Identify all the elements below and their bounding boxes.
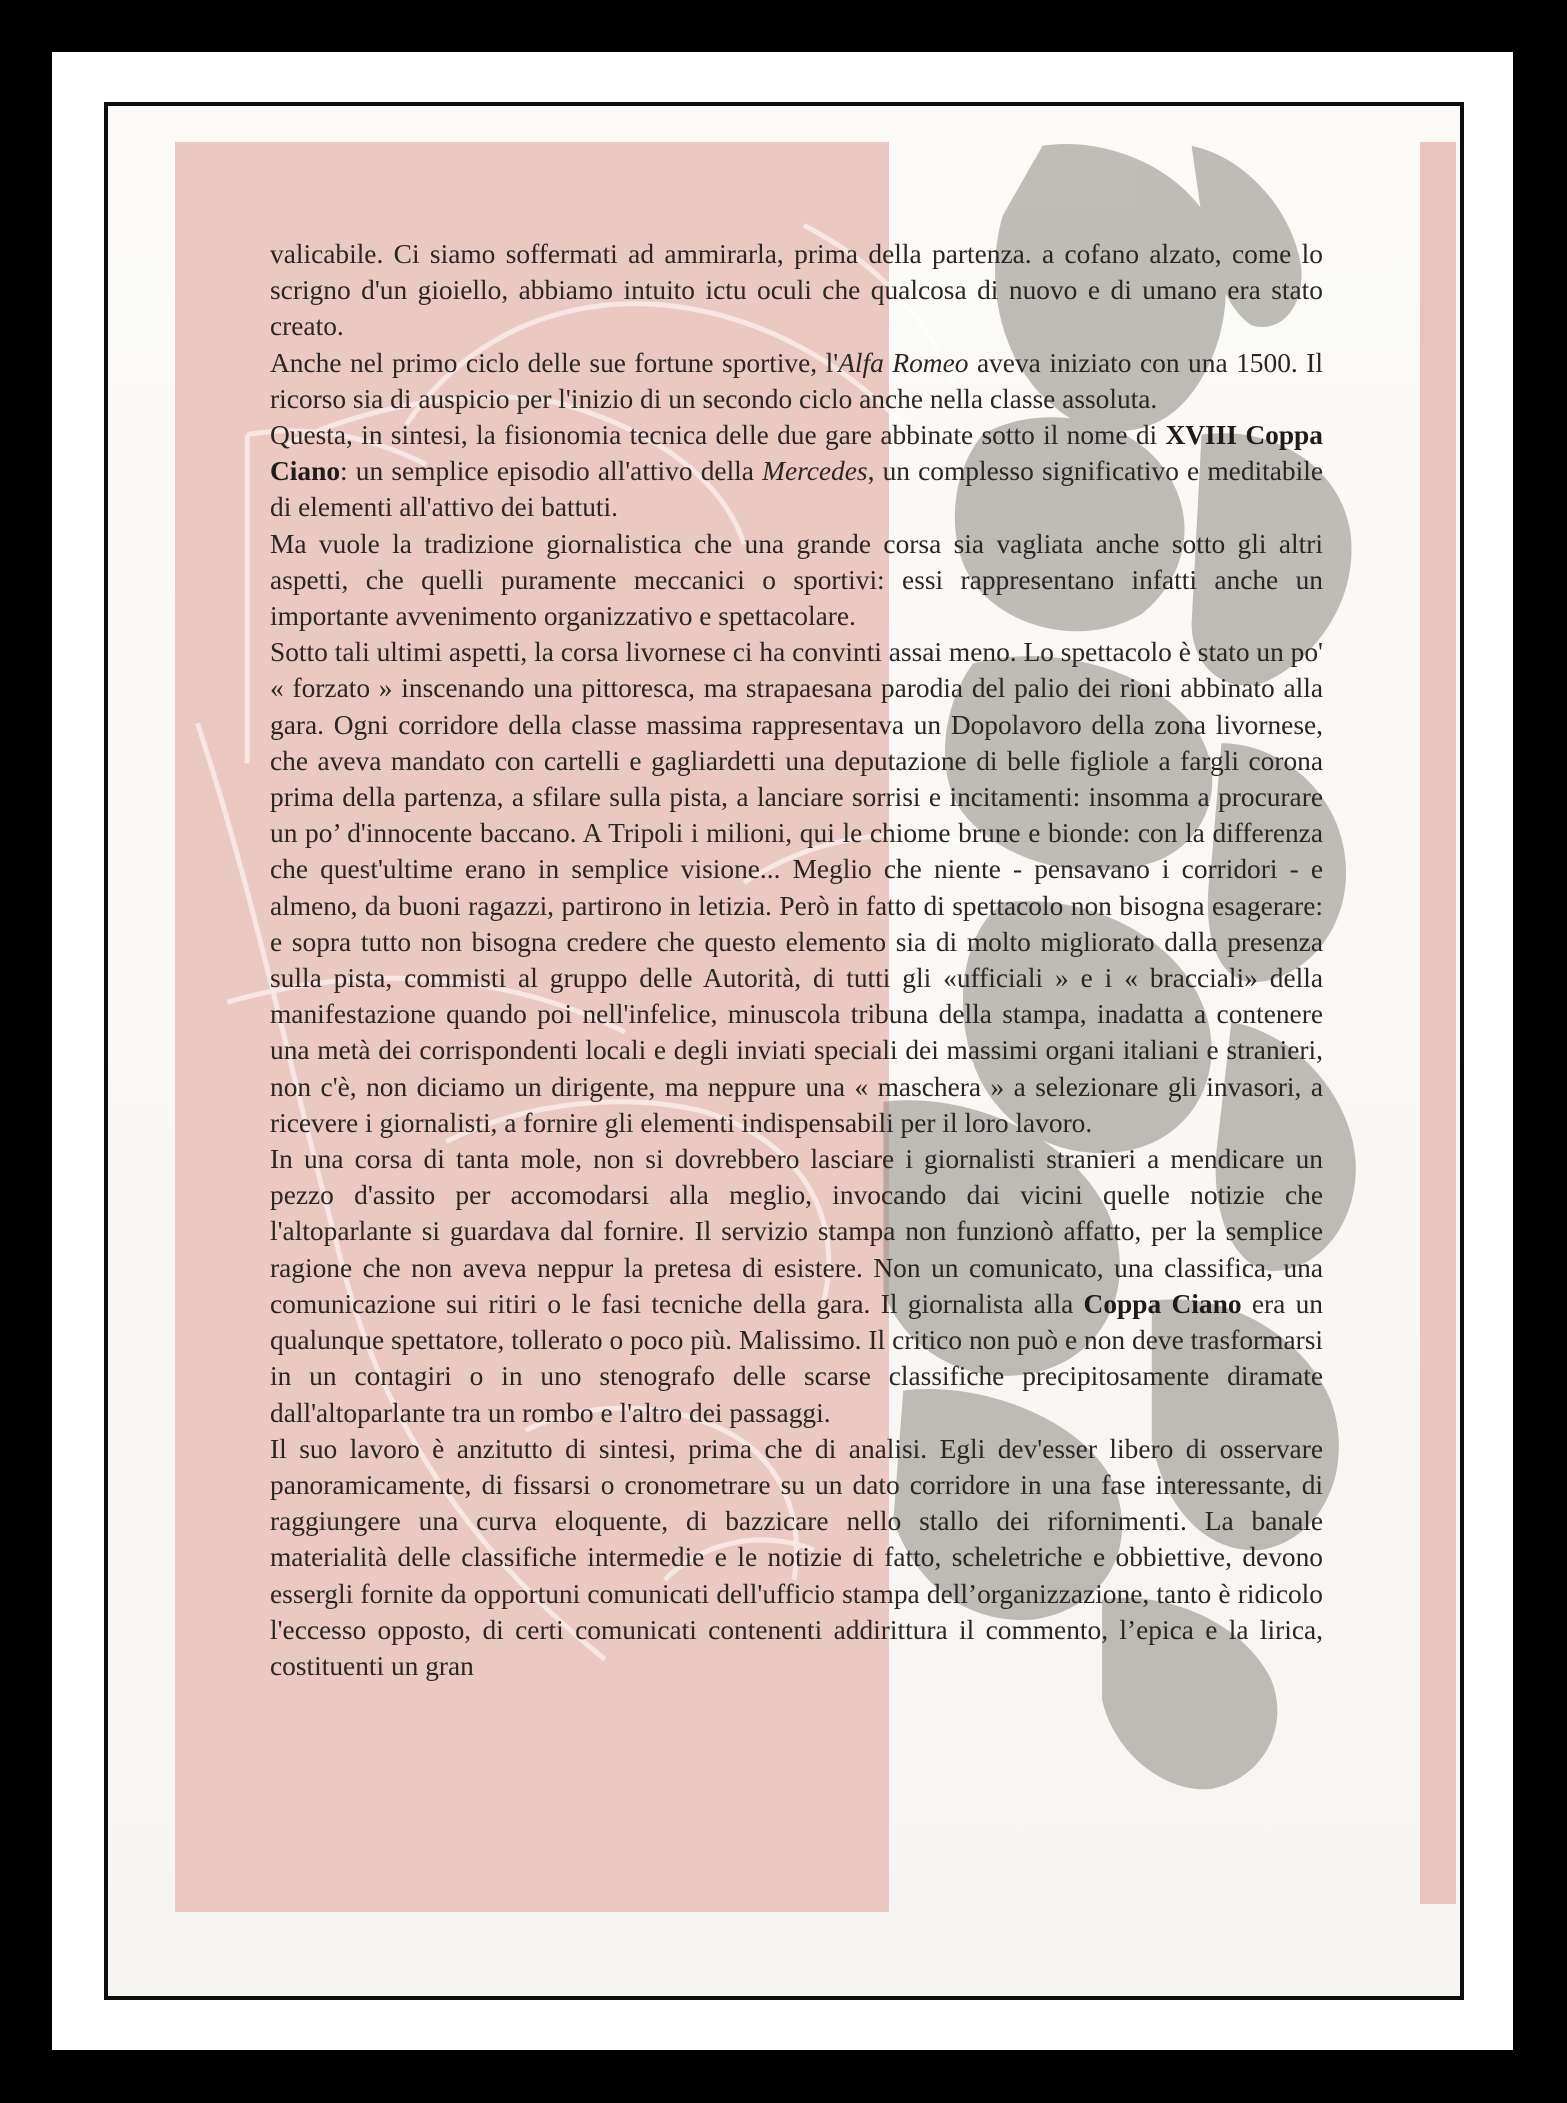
event-name-coppa-ciano: XVIII Coppa Ciano: [270, 420, 1323, 487]
text-run: valicabile. Ci siamo soffermati ad ammirarla, prima della partenza. a cofano alzato, come lo scrigno d'un gioiello, abbiamo intuito ictu oculi che qualcosa di nuovo e di umano era stato creato.: [270, 239, 1323, 342]
paragraph: [270, 1431, 1323, 1684]
text-run: Questa, in sintesi, la fisionomia tecnica delle due gare abbinate sotto il nome di: [270, 420, 1166, 451]
paragraph: [270, 1141, 1323, 1431]
brand-name-alfa-romeo: Alfa Romeo: [838, 347, 969, 378]
photo-mat: [52, 52, 1513, 2050]
text-run: Sotto tali ultimi aspetti, la corsa livornese ci ha convinti assai meno. Lo spettacolo è stato un po' « forzato » inscenando una pittoresca, ma strapaesana parodia del palio dei rioni abbinato alla gara. Ogni corridore della classe massima rappresentava un Dopolavoro della zona livornese, che aveva mandato con cartelli e gagliardetti una deputazione di belle figliole a fargli corona prima della partenza, a sfilare sulla pista, a lanciare sorrisi e incitamenti: insomma a procurare un po’ d'innocente baccano. A Tripoli i milioni, qui le chiome brune e bionde: con la differenza che quest'ultime erano in semplice visione... Meglio che niente - pensavano i corridori - e almeno, da buoni ragazzi, partirono in letizia. Però in fatto di spettacolo non bisogna esagerare: e sopra tutto non bisogna credere che questo elemento sia di molto migliorato dalla presenza sulla pista, commisti al gruppo delle Autorità, di tutti gli «ufficiali » e i « bracciali» della manifestazione quando poi nell'infelice, minuscola tribuna della stampa, inadatta a contenere una metà dei corrispondenti locali e degli inviati speciali dei massimi organi italiani e stranieri, non c'è, non diciamo un dirigente, ma neppure una « maschera » a selezionare gli invasori, a ricevere i giornalisti, a fornire gli elementi indispensabili per il loro lavoro.: [270, 637, 1323, 1138]
paragraph: [270, 634, 1323, 1141]
text-run: In una corsa di tanta mole, non si dovrebbero lasciare i giornalisti stranieri a mendicare un pezzo d'assito per accomodarsi alla meglio, invocando dai vicini quelle notizie che l'altoparlante si guardava dal fornire. Il servizio stampa non funzionò affatto, per la semplice ragione che non aveva neppur la pretesa di esistere. Non un comunicato, una classifica, una comunicazione sui ritiri o le fasi tecniche della gara. Il giornalista alla: [270, 1144, 1323, 1319]
event-name-coppa-ciano: Coppa Ciano: [1083, 1288, 1242, 1319]
text-run: aveva iniziato con una 1500. Il ricorso sia di auspicio per l'inizio di un secondo ciclo anche nella classe assoluta.: [270, 347, 1323, 414]
paragraph: [270, 526, 1323, 635]
text-run: : un semplice episodio all'attivo della: [340, 456, 763, 487]
article-text: [270, 236, 1323, 1684]
text-run: Anche nel primo ciclo delle sue fortune sportive, l': [270, 347, 839, 378]
brand-name-mercedes: Mercedes: [762, 456, 868, 487]
paragraph: [270, 345, 1323, 417]
paragraph: [270, 236, 1323, 345]
text-run: , un complesso significativo e meditabile di elementi all'attivo dei battuti.: [270, 456, 1323, 523]
text-run: Il suo lavoro è anzitutto di sintesi, prima che di analisi. Egli dev'esser libero di osservare panoramicamente, di fissarsi o cronometrare su un dato corridore in una fase interessante, di raggiungere una curva eloquente, di bazzicare nello stallo dei rifornimenti. La banale materialità delle classifiche intermedie e le notizie di fatto, scheletriche e obbiettive, devono essergli fornite da opportuni comunicati dell'ufficio stampa dell’organizzazione, tanto è ridicolo l'eccesso opposto, di certi comunicati contenenti addirittura il commento, l’epica e la lirica, costituenti un gran: [270, 1433, 1323, 1681]
text-run: era un qualunque spettatore, tollerato o poco più. Malissimo. Il critico non può e non deve trasformarsi in un contagiri o in uno stenografo delle scarse classifiche precipitosamente diramate dall'altoparlante tra un rombo e l'altro dei passaggi.: [270, 1288, 1323, 1428]
paragraph: [270, 417, 1323, 526]
page-frame: [104, 102, 1464, 2000]
text-run: Ma vuole la tradizione giornalistica che una grande corsa sia vagliata anche sotto gli altri aspetti, che quelli puramente meccanici o sportivi: essi rappresentano infatti anche un importante avvenimento organizzativo e spettacolare.: [270, 528, 1323, 632]
